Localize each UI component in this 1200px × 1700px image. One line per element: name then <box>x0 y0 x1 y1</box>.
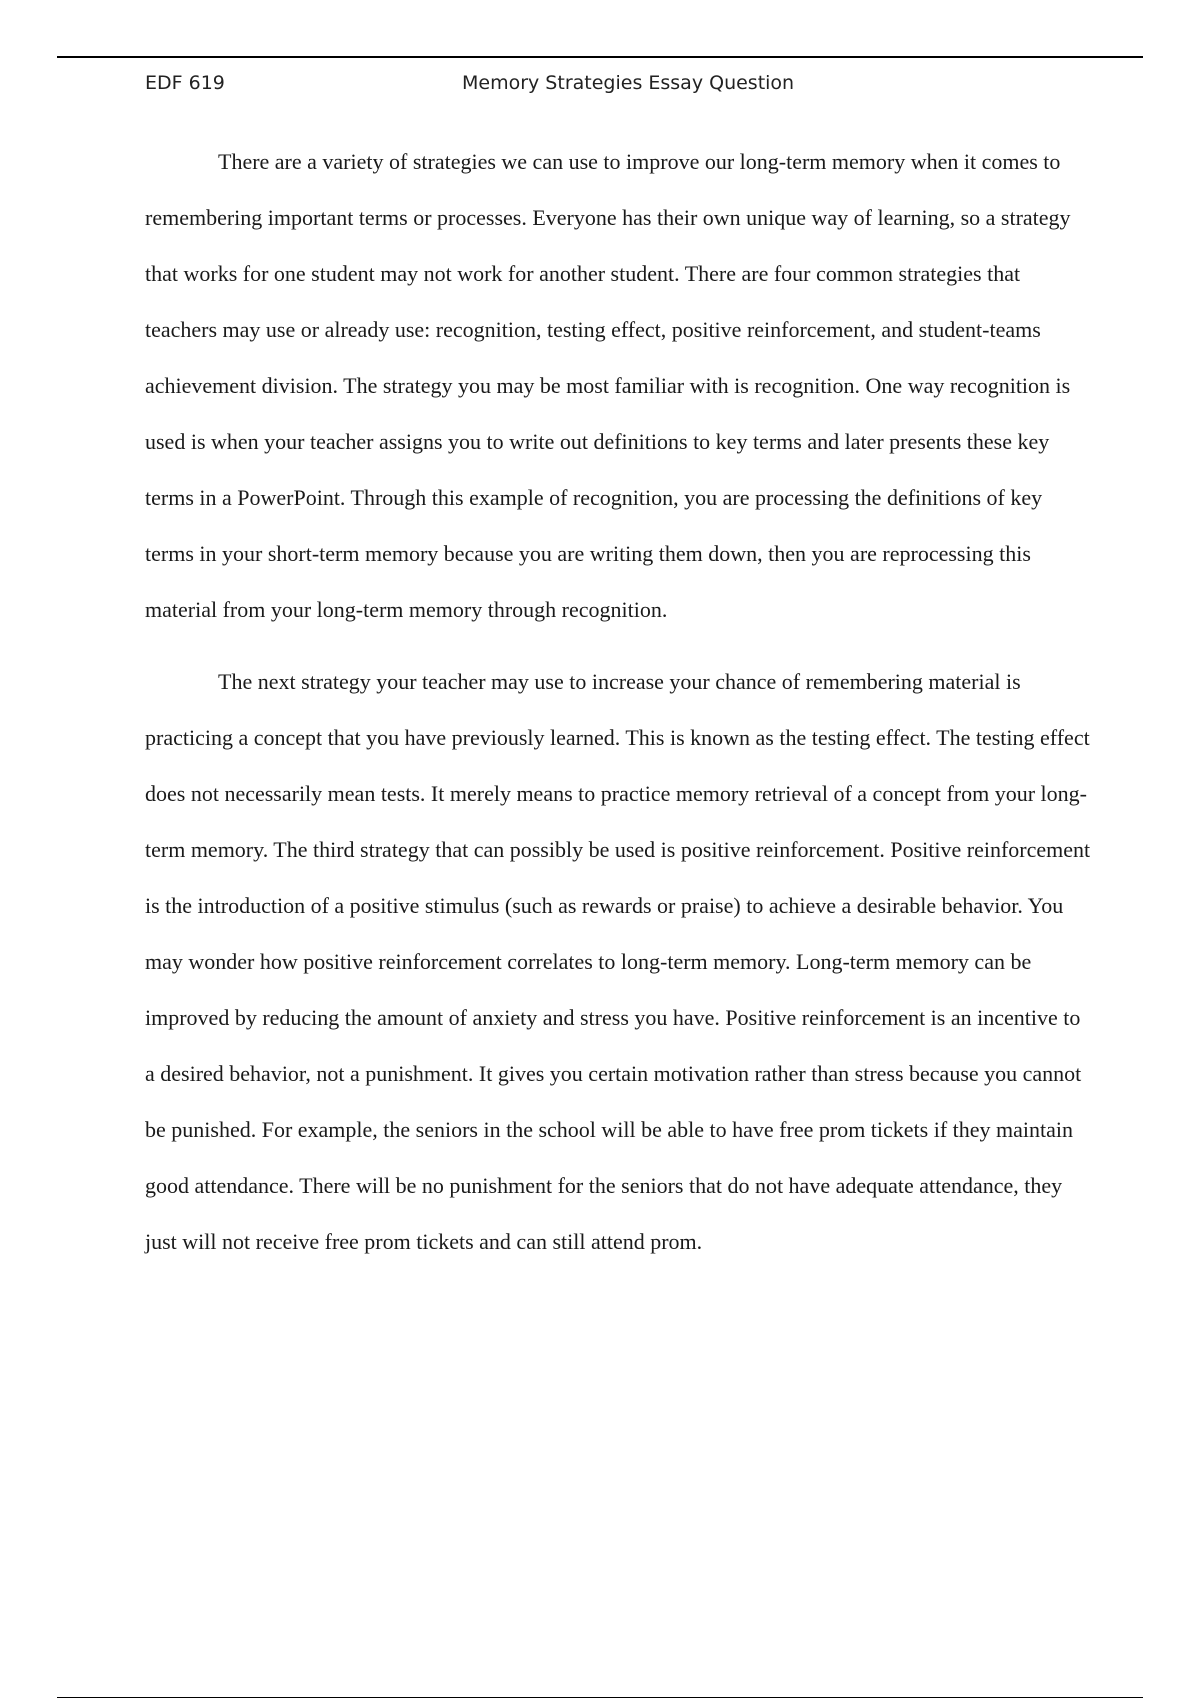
paragraph-1: There are a variety of strategies we can use to improve our long-term memory when it comes to remembering important terms or processes. Everyone has their own unique way of learning, so a strategy that works for one student may not work for another student. There are four common strategies that teachers may use or already use: recognition, testing effect, positive reinforcement, and student-teams achievement division. The strategy you may be most familiar with is recognition. One way recognition is used is when your teacher assigns you to write out definitions to key terms and later presents these key terms in a PowerPoint. Through this example of recognition, you are processing the definitions of key terms in your short-term memory because you are writing them down, then you are reprocessing this material from your long-term memory through recognition. <box>145 149 1071 622</box>
paragraph-2: The next strategy your teacher may use to increase your chance of remembering material is practicing a concept that you have previously learned. This is known as the testing effect. The testing effect does not necessarily mean tests. It merely means to practice memory retrieval of a concept from your long-term memory. The third strategy that can possibly be used is positive reinforcement. Positive reinforcement is the introduction of a positive stimulus (such as rewards or praise) to achieve a desirable behavior. You may wonder how positive reinforcement correlates to long-term memory. Long-term memory can be improved by reducing the amount of anxiety and stress you have. Positive reinforcement is an incentive to a desired behavior, not a punishment. It gives you certain motivation rather than stress because you cannot be punished. For example, the seniors in the school will be able to have free prom tickets if they maintain good attendance. There will be no punishment for the seniors that do not have adequate attendance, they just will not receive free prom tickets and can still attend prom. <box>145 669 1091 1254</box>
document-title: Memory Strategies Essay Question <box>462 72 795 94</box>
course-code: EDF 619 <box>145 72 225 94</box>
essay-body <box>145 134 1093 1286</box>
footer-rule <box>57 1697 1143 1698</box>
page-header <box>145 72 1085 102</box>
header-rule <box>57 56 1143 58</box>
